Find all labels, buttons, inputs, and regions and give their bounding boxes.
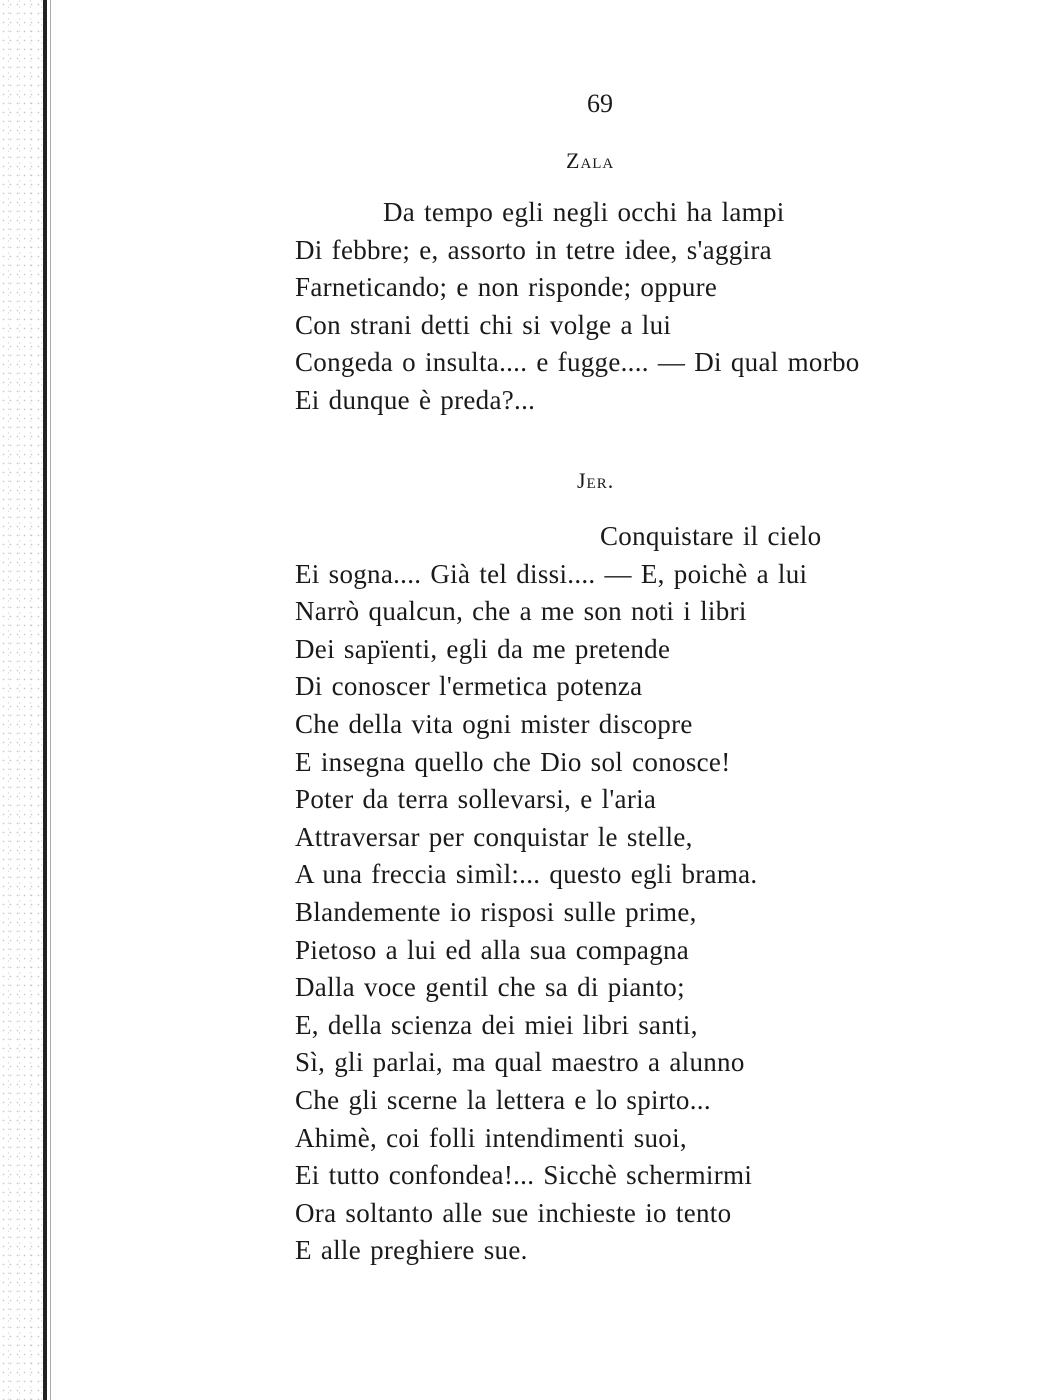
verse-line: Pietoso a lui ed alla sua compagna — [295, 934, 690, 965]
verse-line: Narrò qualcun, che a me son noti i libri — [295, 596, 747, 627]
verse-block-jer — [295, 518, 995, 1270]
book-binding-edge — [43, 0, 47, 1400]
verse-line: Ei sogna.... Già tel dissi.... — E, poichè a lui — [295, 558, 808, 589]
verse-line: E insegna quello che Dio sol conosce! — [295, 746, 731, 777]
book-binding-shadow — [50, 0, 51, 1400]
speaker-jer: Jer. — [577, 468, 615, 493]
verse-line: Poter da terra sollevarsi, e l'aria — [295, 784, 657, 815]
verse-line: Blandemente io risposi sulle prime, — [295, 896, 697, 927]
verse-line: A una freccia simìl:... questo egli brama. — [295, 859, 758, 890]
scan-margin-noise — [0, 0, 44, 1400]
verse-line: E alle preghiere sue. — [295, 1235, 528, 1266]
page-number: 69 — [587, 89, 613, 118]
verse-line: Ahimè, coi folli intendimenti suoi, — [295, 1122, 687, 1153]
verse-line: Che gli scerne la lettera e lo spirto... — [295, 1084, 711, 1115]
verse-line: E, della scienza dei miei libri santi, — [295, 1009, 698, 1040]
verse-line: Dalla voce gentil che sa di pianto; — [295, 972, 685, 1003]
verse-line: Conquistare il cielo — [600, 521, 822, 551]
verse-line: Farneticando; e non risponde; oppure — [295, 272, 718, 303]
verse-line: Attraversar per conquistar le stelle, — [295, 821, 693, 852]
verse-block-zala — [295, 194, 995, 420]
verse-line: Che della vita ogni mister discopre — [295, 708, 693, 739]
speaker-zala: Zala — [566, 148, 615, 173]
verse-line: Di conoscer l'ermetica potenza — [295, 671, 643, 702]
verse-line: Dei sapïenti, egli da me pretende — [295, 633, 671, 664]
verse-line: Di febbre; e, assorto in tetre idee, s'aggira — [295, 234, 772, 265]
verse-line: Congeda o insulta.... e fugge.... — Di qual morbo — [295, 347, 860, 378]
verse-line: Sì, gli parlai, ma qual maestro a alunno — [295, 1047, 745, 1078]
verse-line: Ora soltanto alle sue inchieste io tento — [295, 1197, 732, 1228]
verse-line: Da tempo egli negli occhi ha lampi — [383, 197, 785, 227]
verse-line: Con strani detti chi si volge a lui — [295, 309, 672, 340]
verse-line: Ei tutto confondea!... Sicchè schermirmi — [295, 1160, 753, 1191]
verse-line: Ei dunque è preda?... — [295, 384, 536, 415]
